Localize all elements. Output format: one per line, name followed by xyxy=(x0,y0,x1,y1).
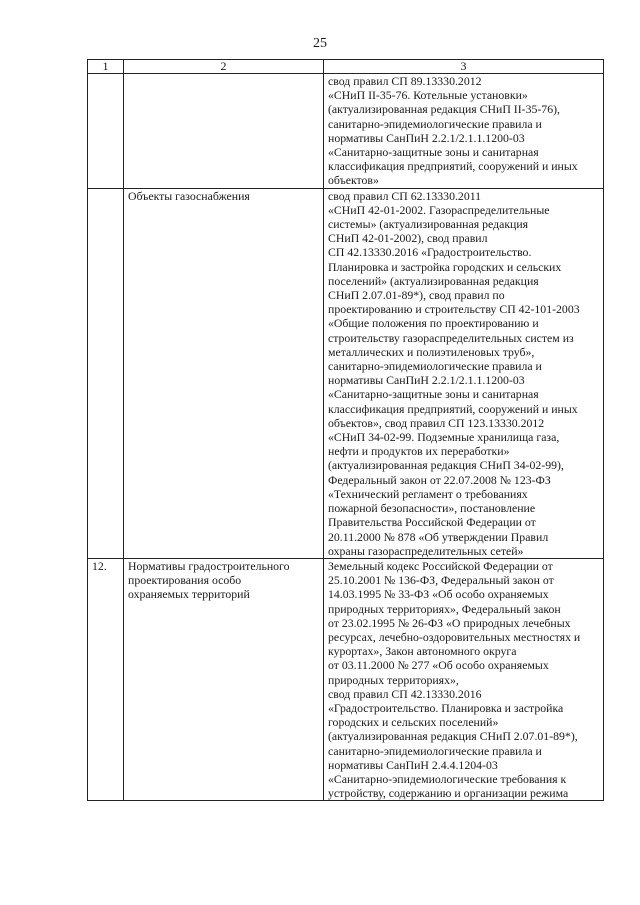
regulation-text-line: курортах», Закон автономного округа xyxy=(328,644,517,659)
regulations-table xyxy=(87,59,604,801)
regulation-text-line: Федеральный закон от 22.07.2008 № 123-ФЗ xyxy=(328,472,551,487)
row-regulation-text xyxy=(324,558,604,800)
row-number xyxy=(88,74,124,189)
regulation-text-line: СНиП 2.07.01-89*), свод правил по xyxy=(328,288,505,303)
header-col-1: 1 xyxy=(88,60,124,74)
regulation-text-line: «СНиП 34-02-99. Подземные хранилища газа, xyxy=(328,430,560,445)
regulation-text-line: санитарно-эпидемиологические правила и xyxy=(328,116,542,131)
row-number: 12. xyxy=(88,558,124,800)
regulation-text-line: свод правил СП 62.13330.2011 xyxy=(328,188,482,203)
regulation-text-line: нормативы СанПиН 2.2.1/2.1.1.1200-03 xyxy=(328,130,525,145)
table-row xyxy=(88,188,604,558)
table-header-row xyxy=(88,60,604,74)
row-number xyxy=(88,188,124,558)
regulation-text-line: «Санитарно-защитные зоны и санитарная xyxy=(328,387,539,402)
table-row xyxy=(88,74,604,189)
row-object-name xyxy=(124,558,324,800)
regulation-text-line: (актуализированная редакция СНиП 2.07.01-89*), xyxy=(328,729,578,744)
regulation-text-line: «Санитарно-защитные зоны и санитарная xyxy=(328,145,539,160)
regulation-text-line: свод правил СП 89.13330.2012 xyxy=(328,74,482,88)
regulation-text-line: проектированию и строительству СП 42-101-2003 xyxy=(328,302,580,317)
regulation-text-line: (актуализированная редакция СНиП II-35-76), xyxy=(328,102,560,117)
table-row xyxy=(88,558,604,800)
regulation-text-line: строительству газораспределительных систем из xyxy=(328,330,574,345)
regulation-text-line: городских и сельских поселений» xyxy=(328,715,499,730)
regulation-text-line: классификация предприятий, сооружений и иных xyxy=(328,401,578,416)
page-number: 25 xyxy=(313,36,327,51)
regulation-text-line: СП 42.13330.2016 «Градостроительство. xyxy=(328,245,532,260)
regulation-text-line: 25.10.2001 № 136-ФЗ, Федеральный закон от xyxy=(328,573,554,588)
regulation-text-line: Земельный кодекс Российской Федерации от xyxy=(328,558,553,573)
object-name-line: Нормативы градостроительного xyxy=(128,558,290,573)
header-col-2: 2 xyxy=(124,60,324,74)
regulation-text-line: от 23.02.1995 № 26-ФЗ «О природных лечебных xyxy=(328,615,571,630)
regulation-text-line: металлических и полиэтиленовых труб», xyxy=(328,344,535,359)
regulation-text-line: устройству, содержанию и организации режима xyxy=(328,786,569,801)
regulation-text-line: ресурсах, лечебно-оздоровительных местностях и xyxy=(328,629,581,644)
regulation-text-line: свод правил СП 42.13330.2016 xyxy=(328,686,482,701)
regulation-text-line: объектов», свод правил СП 123.13330.2012 xyxy=(328,415,545,430)
regulation-text-line: 20.11.2000 № 878 «Об утверждении Правил xyxy=(328,529,549,544)
regulation-text-line: (актуализированная редакция СНиП 34-02-99), xyxy=(328,458,564,473)
object-name-line: охраняемых территорий xyxy=(128,587,250,602)
row-regulation-text xyxy=(324,188,604,558)
header-col-3: 3 xyxy=(324,60,604,74)
regulation-text-line: нормативы СанПиН 2.4.4.1204-03 xyxy=(328,757,498,772)
regulation-text-line: 14.03.1995 № 33-ФЗ «Об особо охраняемых xyxy=(328,587,549,602)
row-regulation-text xyxy=(324,74,604,189)
regulation-text-line: Планировка и застройка городских и сельских xyxy=(328,259,562,274)
regulation-text-line: пожарной безопасности», постановление xyxy=(328,501,536,516)
regulation-text-line: поселений» (актуализированная редакция xyxy=(328,273,539,288)
object-name-line: проектирования особо xyxy=(128,573,242,588)
regulation-text-line: «Градостроительство. Планировка и застройка xyxy=(328,700,564,715)
regulation-text-line: нефти и продуктов их переработки» xyxy=(328,444,510,459)
regulation-text-line: «СНиП 42-01-2002. Газораспределительные xyxy=(328,202,550,217)
regulation-text-line: санитарно-эпидемиологические правила и xyxy=(328,743,542,758)
regulation-text-line: СНиП 42-01-2002), свод правил xyxy=(328,231,488,246)
regulation-text-line: «Технический регламент о требованиях xyxy=(328,486,528,501)
regulation-text-line: «Общие положения по проектированию и xyxy=(328,316,539,331)
regulation-text-line: «Санитарно-эпидемиологические требования к xyxy=(328,771,567,786)
regulation-text-line: нормативы СанПиН 2.2.1/2.1.1.1200-03 xyxy=(328,373,525,388)
regulation-text-line: от 03.11.2000 № 277 «Об особо охраняемых xyxy=(328,658,549,673)
regulation-text-line: охраны газораспределительных сетей» xyxy=(328,543,524,558)
regulation-text-line: природных территориях», xyxy=(328,672,459,687)
row-object-name xyxy=(124,74,324,189)
regulation-text-line: природных территориях», Федеральный закон xyxy=(328,601,561,616)
regulation-text-line: объектов» xyxy=(328,173,379,188)
regulation-text-line: классификация предприятий, сооружений и иных xyxy=(328,159,578,174)
regulation-text-line: системы» (актуализированная редакция xyxy=(328,217,529,232)
regulation-text-line: санитарно-эпидемиологические правила и xyxy=(328,359,542,374)
regulation-text-line: Правительства Российской Федерации от xyxy=(328,515,536,530)
row-object-name xyxy=(124,188,324,558)
object-name-line: Объекты газоснабжения xyxy=(128,188,250,203)
regulation-text-line: «СНиП II-35-76. Котельные установки» xyxy=(328,88,528,103)
